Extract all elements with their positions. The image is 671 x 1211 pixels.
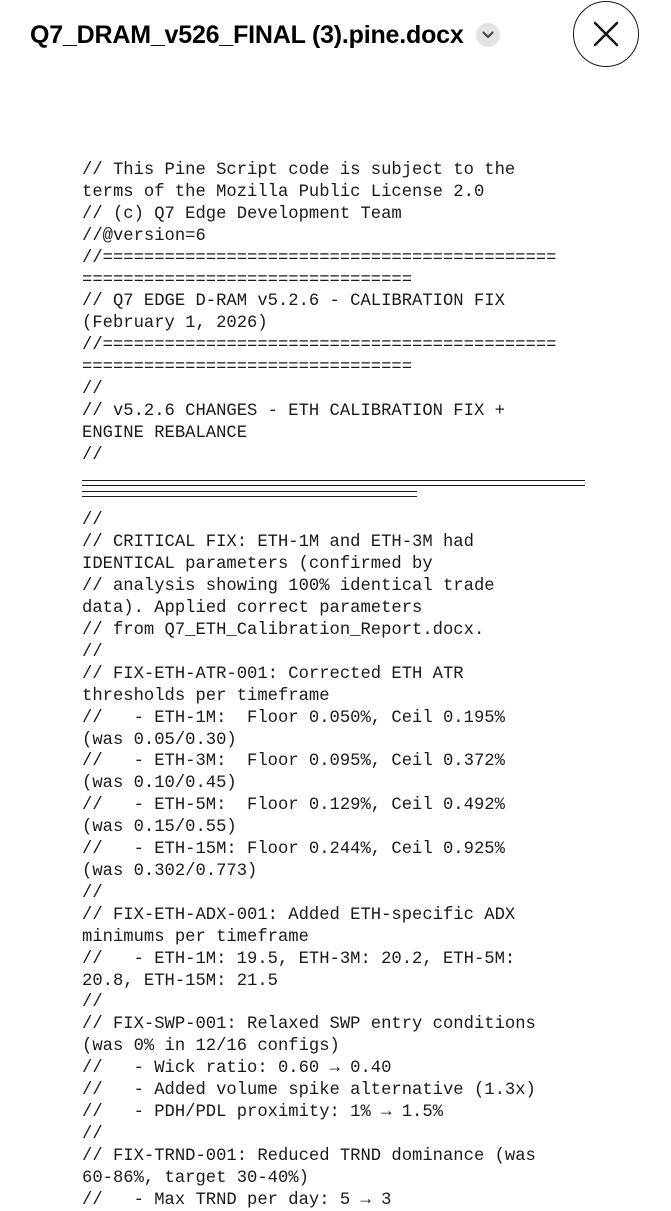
code-line: // — [82, 993, 103, 1013]
double-rule-divider — [82, 489, 592, 511]
close-button[interactable] — [573, 1, 639, 67]
code-line: data). Applied correct parameters — [82, 599, 423, 619]
chevron-down-icon[interactable] — [476, 23, 500, 47]
code-line: // analysis showing 100% identical trade — [82, 577, 495, 597]
code-line: // from Q7_ETH_Calibration_Report.docx. — [82, 621, 485, 640]
code-line: (February 1, 2026) — [82, 314, 268, 334]
code-line: // — [82, 511, 103, 531]
code-line: // — [82, 380, 103, 400]
code-line: // (c) Q7 Edge Development Team — [82, 204, 402, 224]
document-body — [82, 160, 592, 1211]
code-line: // - ETH-15M: Floor 0.244%, Ceil 0.925% — [82, 840, 505, 860]
code-line: // CRITICAL FIX: ETH-1M and ETH-3M had — [82, 533, 474, 553]
code-line: thresholds per timeframe — [82, 686, 330, 706]
code-line: // - Wick ratio: 0.60 → 0.40 — [82, 1059, 392, 1079]
code-line: // FIX-ETH-ATR-001: Corrected ETH ATR — [82, 664, 464, 684]
code-line: //@version=6 — [82, 226, 206, 246]
code-line: ENGINE REBALANCE — [82, 423, 248, 443]
code-line: // - ETH-1M: 19.5, ETH-3M: 20.2, ETH-5M: — [82, 949, 516, 969]
code-line: // FIX-TRND-001: Reduced TRND dominance (was — [82, 1146, 536, 1166]
document-title-menu[interactable] — [30, 18, 500, 52]
code-line: // — [82, 642, 103, 662]
code-line: (was 0.10/0.45) — [82, 774, 237, 794]
code-line: // - ETH-5M: Floor 0.129%, Ceil 0.492% — [82, 796, 505, 816]
code-line: terms of the Mozilla Public License 2.0 — [82, 182, 485, 202]
code-line: //============================================ — [82, 336, 557, 356]
close-icon — [592, 20, 620, 48]
document-header — [0, 0, 671, 72]
code-line: // Q7 EDGE D-RAM v5.2.6 - CALIBRATION FIX — [82, 292, 505, 312]
code-line: // — [82, 1124, 103, 1144]
code-line: (was 0.15/0.55) — [82, 818, 237, 838]
code-line: // - Max TRND per day: 5 → 3 — [82, 1190, 392, 1210]
code-line: // — [82, 445, 103, 465]
code-line: ================================ — [82, 270, 413, 290]
double-rule-divider — [82, 467, 592, 489]
code-line: // — [82, 883, 103, 903]
code-line: minimums per timeframe — [82, 927, 309, 947]
code-line: (was 0% in 12/16 configs) — [82, 1037, 340, 1057]
code-line: // FIX-SWP-001: Relaxed SWP entry conditions — [82, 1015, 536, 1035]
code-line: IDENTICAL parameters (confirmed by — [82, 555, 433, 575]
code-line: // This Pine Script code is subject to the — [82, 161, 516, 180]
code-line: // - ETH-1M: Floor 0.050%, Ceil 0.195% — [82, 708, 505, 728]
code-line: // FIX-ETH-ADX-001: Added ETH-specific ADX — [82, 905, 516, 925]
code-line: // - ETH-3M: Floor 0.095%, Ceil 0.372% — [82, 752, 505, 772]
code-line: 20.8, ETH-15M: 21.5 — [82, 971, 278, 991]
code-line: ================================ — [82, 358, 413, 378]
code-line: (was 0.302/0.773) — [82, 861, 258, 881]
code-line: //============================================ — [82, 248, 557, 268]
code-line: // - PDH/PDL proximity: 1% → 1.5% — [82, 1102, 443, 1122]
code-line: // - Added volume spike alternative (1.3x) — [82, 1081, 536, 1101]
code-line: (was 0.05/0.30) — [82, 730, 237, 750]
document-title: Q7_DRAM_v526_FINAL (3).pine.docx — [30, 20, 464, 49]
code-line: 60-86%, target 30-40%) — [82, 1168, 309, 1188]
code-line: // v5.2.6 CHANGES - ETH CALIBRATION FIX + — [82, 401, 505, 421]
